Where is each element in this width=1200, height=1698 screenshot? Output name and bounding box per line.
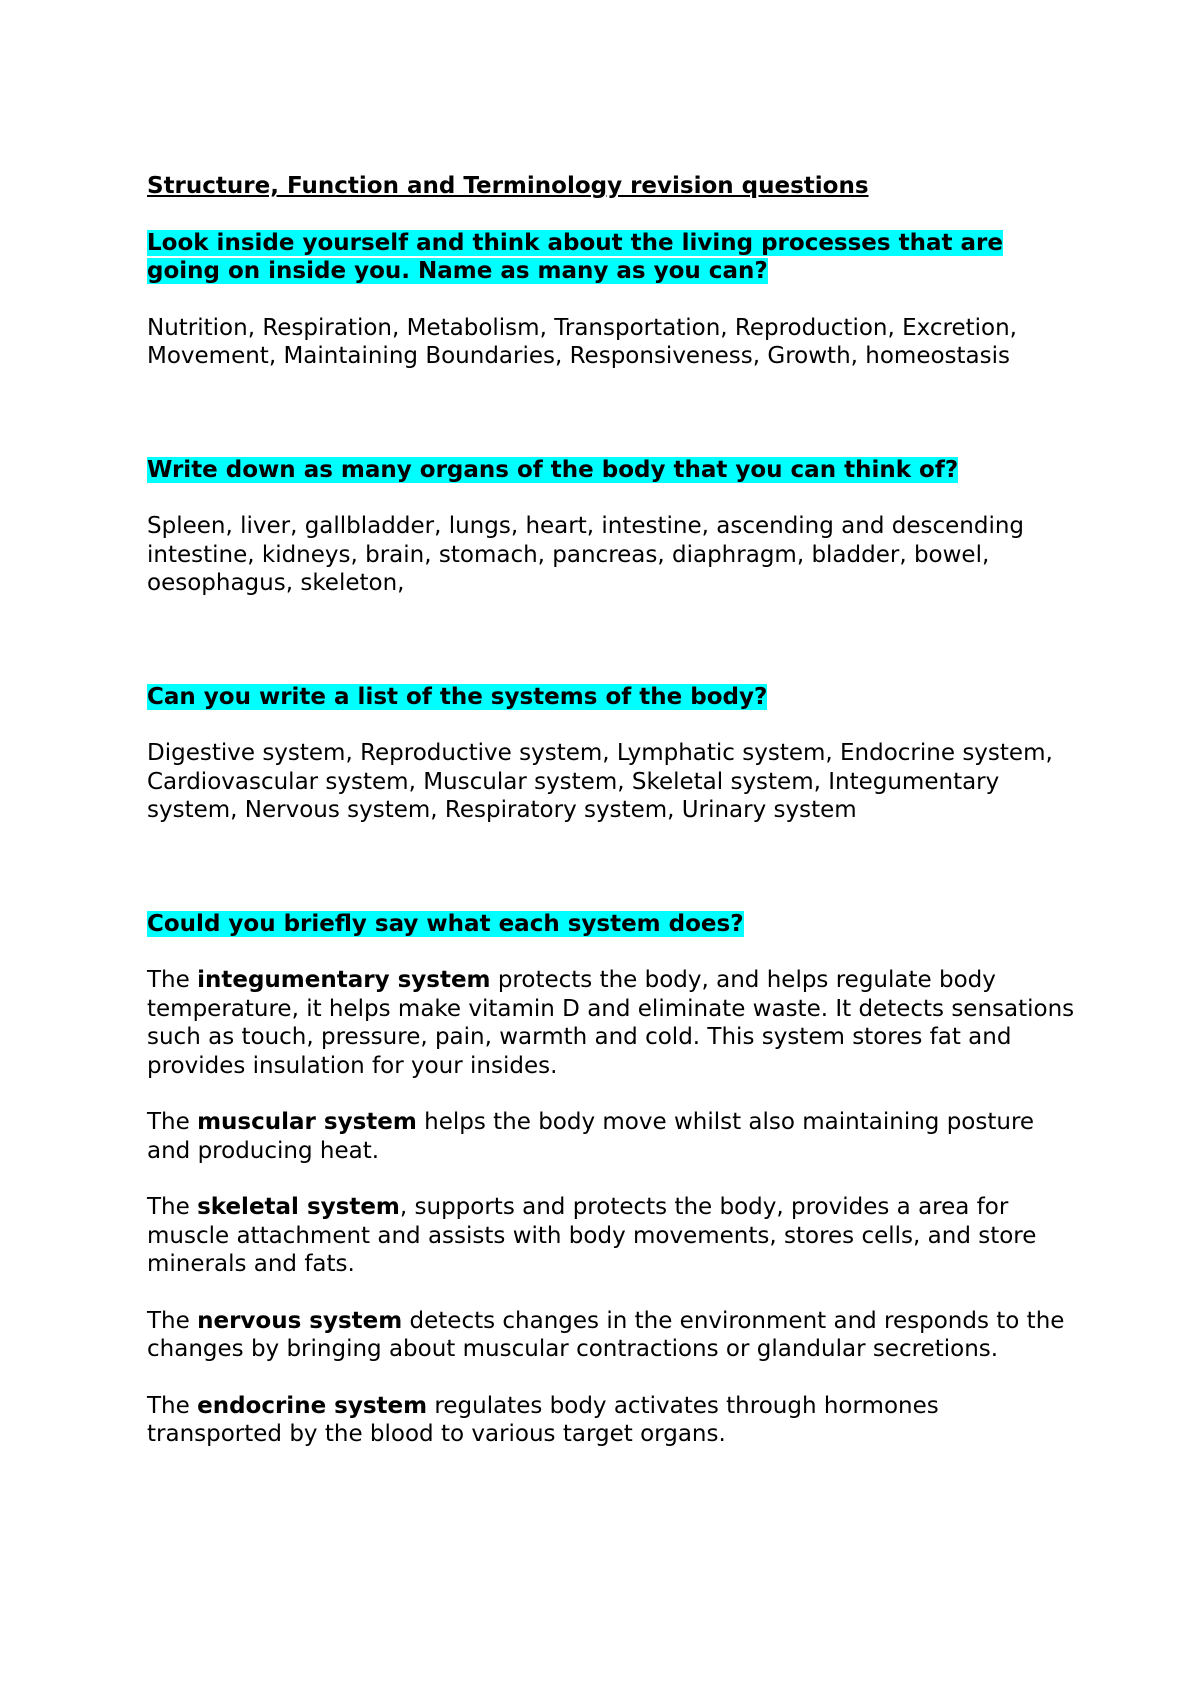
system-name: nervous system bbox=[197, 1307, 403, 1334]
question-highlight: Write down as many organs of the body that you can think of? bbox=[147, 456, 959, 483]
system-prefix: The bbox=[147, 1307, 198, 1334]
question-highlight: Look inside yourself and think about the living processes that are going on inside you. Name as many as you can? bbox=[147, 229, 1003, 284]
question-system-functions bbox=[147, 910, 1077, 939]
system-name: endocrine system bbox=[197, 1392, 428, 1419]
system-description: regulates body activates through hormones transported by the blood to various target organs. bbox=[147, 1392, 939, 1447]
system-paragraph-endocrine bbox=[147, 1392, 1077, 1449]
answer-organs: Spleen, liver, gallbladder, lungs, heart, intestine, ascending and descending intestine, kidneys, brain, stomach, pancreas, diaphragm, bladder, bowel, oesophagus, skeleton, bbox=[147, 513, 1025, 596]
system-paragraph-nervous bbox=[147, 1307, 1077, 1364]
system-prefix: The bbox=[147, 1194, 198, 1220]
document-title: Structure, Function and Terminology revision questions bbox=[147, 173, 869, 199]
system-paragraph-integumentary bbox=[147, 966, 1077, 1080]
system-prefix: The bbox=[147, 967, 198, 993]
system-paragraph-skeletal bbox=[147, 1193, 1077, 1279]
system-name: muscular system bbox=[197, 1109, 417, 1135]
spacer bbox=[147, 825, 1077, 910]
answer-living-processes: Nutrition, Respiration, Metabolism, Transportation, Reproduction, Excretion, Movement, Maintaining Boundaries, Responsiveness, Growth, homeostasis bbox=[147, 314, 1017, 369]
question-systems-list bbox=[147, 683, 1077, 712]
question-organs bbox=[147, 456, 1077, 485]
question-living-processes bbox=[147, 229, 1077, 286]
system-paragraph-muscular bbox=[147, 1108, 1077, 1165]
spacer bbox=[147, 371, 1077, 456]
answer-systems-list: Digestive system, Reproductive system, Lymphatic system, Endocrine system, Cardiovascular system, Muscular system, Skeletal system, Integumentary system, Nervous system, Respiratory system, Urinary system bbox=[147, 740, 1053, 823]
question-highlight: Could you briefly say what each system does? bbox=[147, 910, 744, 937]
spacer bbox=[147, 598, 1077, 683]
question-highlight: Can you write a list of the systems of the body? bbox=[147, 683, 768, 710]
system-name: skeletal system bbox=[197, 1194, 400, 1220]
system-prefix: The bbox=[147, 1392, 198, 1419]
system-description: detects changes in the environment and responds to the changes by bringing about muscular contractions or glandular secretions. bbox=[147, 1307, 1065, 1362]
system-description: helps the body move whilst also maintaining posture and producing heat. bbox=[147, 1109, 1035, 1164]
system-prefix: The bbox=[147, 1109, 198, 1135]
document-page bbox=[147, 172, 1077, 1477]
system-description: protects the body, and helps regulate body temperature, it helps make vitamin D and eliminate waste. It detects sensations such as touch, pressure, pain, warmth and cold. This system stores fat and provides insulation for your insides. bbox=[147, 967, 1075, 1079]
system-description: , supports and protects the body, provides a area for muscle attachment and assists with body movements, stores cells, and store minerals and fats. bbox=[147, 1194, 1037, 1277]
system-name: integumentary system bbox=[197, 967, 491, 993]
